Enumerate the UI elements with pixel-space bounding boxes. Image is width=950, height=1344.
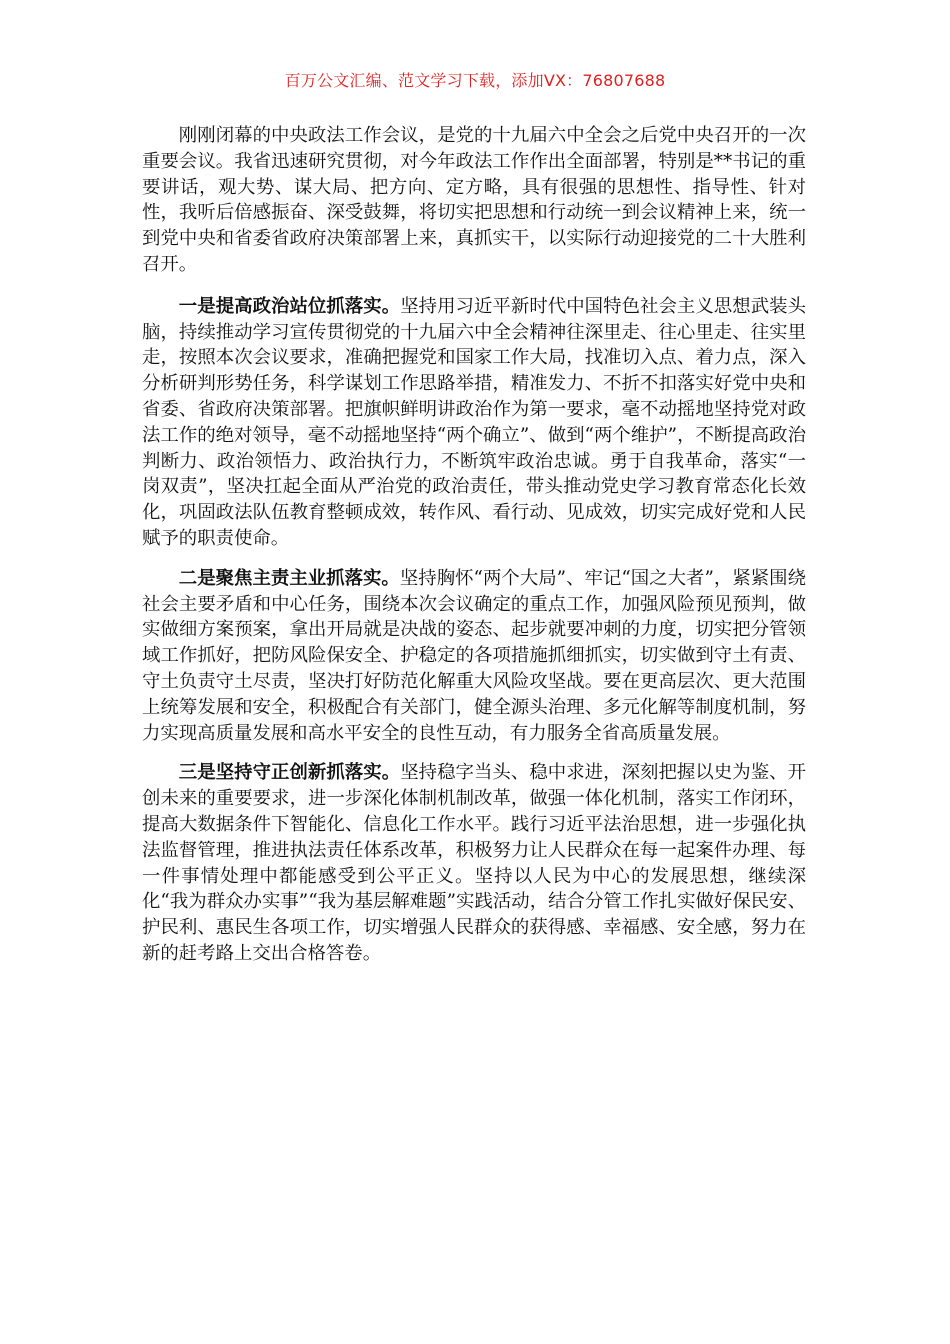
watermark-header: 百万公文汇编、范文学习下载，添加VX：76807688 (284, 71, 666, 90)
document-body (142, 123, 806, 981)
section-body-3: 坚持稳字当头、稳中求进，深刻把握以史为鉴、开创未来的重要要求，进一步深化体制机制改革，做强一体化机制，落实工作闭环，提高大数据条件下智能化、信息化工作水平。践行习近平法治思想，进一步强化执法监督管理，推进执法责任体系改革，积极努力让人民群众在每一起案件办理、每一件事情处理中都能感受到公平正义。坚持以人民为中心的发展思想，继续深化“我为群众办实事”“我为基层解难题”实践活动，结合分管工作扎实做好保民安、护民利、惠民生各项工作，切实增强人民群众的获得感、幸福感、安全感，努力在新的赶考路上交出合格答卷。 (142, 762, 806, 964)
section-heading-2: 二是聚焦主责主业抓落实。 (178, 567, 400, 589)
section-body-2: 坚持胸怀“两个大局”、牢记“国之大者”，紧紧围绕社会主要矛盾和中心任务，围绕本次会议确定的重点工作，加强风险预见预判，做实做细方案预案，拿出开局就是决战的姿态、起步就要冲刺的力度，切实把分管领域工作抓好，把防风险保安全、护稳定的各项措施抓细抓实，切实做到守土有责、守土负责守土尽责，坚决打好防范化解重大风险攻坚战。要在更高层次、更大范围上统筹发展和安全，积极配合有关部门，健全源头治理、多元化解等制度机制，努力实现高质量发展和高水平安全的良性互动，有力服务全省高质量发展。 (142, 567, 806, 744)
section-heading-3: 三是坚持守正创新抓落实。 (178, 762, 401, 784)
section-heading-1: 一是提高政治站位抓落实。 (178, 295, 401, 317)
section-paragraph-2 (142, 566, 806, 747)
section-paragraph-3 (142, 760, 806, 966)
intro-paragraph: 刚刚闭幕的中央政法工作会议，是党的十九届六中全会之后党中央召开的一次重要会议。我省迅速研究贯彻，对今年政法工作作出全面部署，特别是**书记的重要讲话，观大势、谋大局、把方向、定方略，具有很强的思想性、指导性、针对性，我听后倍感振奋、深受鼓舞，将切实把思想和行动统一到会议精神上来，统一到党中央和省委省政府决策部署上来，真抓实干，以实际行动迎接党的二十大胜利召开。 (142, 125, 806, 275)
section-paragraph-1 (142, 294, 806, 552)
section-body-1: 坚持用习近平新时代中国特色社会主义思想武装头脑，持续推动学习宣传贯彻党的十九届六中全会精神往深里走、往心里走、往实里走，按照本次会议要求，准确把握党和国家工作大局，找准切入点、着力点，深入分析研判形势任务，科学谋划工作思路举措，精准发力、不折不扣落实好党中央和省委、省政府决策部署。把旗帜鲜明讲政治作为第一要求，毫不动摇地坚持党对政法工作的绝对领导，毫不动摇地坚持“两个确立”、做到“两个维护”，不断提高政治判断力、政治领悟力、政治执行力，不断筑牢政治忠诚。勇于自我革命，落实“一岗双责”，坚决扛起全面从严治党的政治责任，带头推动党史学习教育常态化长效化，巩固政法队伍教育整顿成效，转作风、看行动、见成效，切实完成好党和人民赋予的职责使命。 (142, 295, 806, 549)
